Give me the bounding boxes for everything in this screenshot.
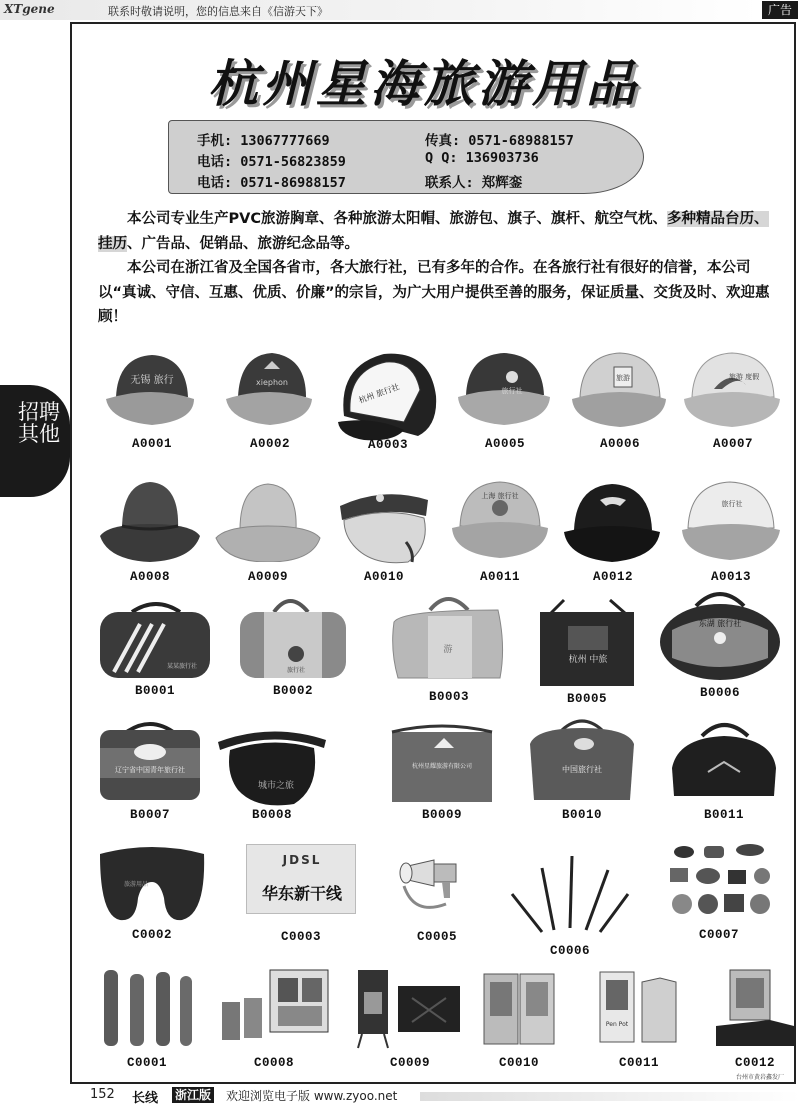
cap-image <box>220 349 320 431</box>
bag-print: 杭州星耀旅游有限公司 <box>411 763 473 770</box>
product-b0002 <box>234 592 352 702</box>
product-code: A0007 <box>712 437 753 451</box>
ad-frame <box>70 22 796 1084</box>
pens-image <box>508 850 632 936</box>
product-a0012 <box>560 476 666 588</box>
bag-print: 东湖 旅行社 <box>698 619 742 628</box>
product-b0009 <box>386 714 498 826</box>
contact-box <box>168 120 644 194</box>
product-code: C0007 <box>698 928 739 942</box>
product-code: B0009 <box>421 808 462 822</box>
section-tab-label: 招聘其他 <box>18 400 60 446</box>
cap-image <box>334 346 442 442</box>
neck-pillow-image <box>96 842 208 924</box>
intro-p2: 本公司在浙江省及全国各省市，各大旅行社，已有多年的合作。在各旅行社有很好的信誉，本公司以“真诚、守信、互惠、优质、价廉”的宗旨，为广大用户提供至善的服务，保证质量、交货及时、欢迎惠顾！ <box>98 260 770 325</box>
product-c0011 <box>596 968 682 1080</box>
edition-badge: 浙江版 <box>172 1087 214 1103</box>
cap-image <box>680 349 786 431</box>
bucket-hat-image <box>98 476 202 562</box>
product-code: A0013 <box>710 570 751 584</box>
sign-brand: JDSL <box>282 853 322 867</box>
contact-person: 联系人: 郑辉銮 <box>425 175 523 191</box>
footer-note: 欢迎浏览电子版 www.zyoo.net <box>226 1089 398 1103</box>
product-a0011 <box>446 476 554 588</box>
product-code: C0012 <box>734 1056 775 1070</box>
intro-p1-a: 本公司专业生产PVC旅游胸章、各种旅游太阳帽、旅游包、旗子、旗杆、航空气枕、 <box>127 211 667 227</box>
crystal-block-image <box>712 966 798 1048</box>
product-code: A0008 <box>129 570 170 584</box>
megaphone-image <box>394 846 480 926</box>
badges-image <box>664 842 774 918</box>
product-code: A0001 <box>131 437 172 451</box>
product-code: B0005 <box>566 692 607 706</box>
bag-image <box>234 592 352 684</box>
product-code: B0006 <box>699 686 740 700</box>
bag-image <box>386 714 498 808</box>
c0012-caption: 台州市黄岩鑫发厂 <box>735 1074 784 1081</box>
product-code: B0001 <box>134 684 175 698</box>
product-code: A0006 <box>599 437 640 451</box>
contact-qq: Q Q: 136903736 <box>425 150 539 166</box>
product-b0003 <box>388 586 510 708</box>
cap-image <box>566 349 674 431</box>
sign-name: 华东新干线 <box>261 884 342 903</box>
company-title: 杭州星海旅游用品 <box>208 54 640 113</box>
product-code: B0002 <box>272 684 313 698</box>
intro-text <box>98 207 778 330</box>
product-c0002 <box>96 842 208 952</box>
intro-p1-c: 、广告品、促销品、旅游纪念品等。 <box>127 235 359 252</box>
bucket-hat-image <box>214 476 322 562</box>
product-code: C0010 <box>498 1056 539 1070</box>
product-code: C0011 <box>618 1056 659 1070</box>
bag-print: 辽宁省中国青年旅行社 <box>115 766 185 774</box>
product-code: C0006 <box>549 944 590 958</box>
product-a0002 <box>220 349 320 459</box>
product-a0003 <box>334 346 442 459</box>
bag-print: 中国旅行社 <box>562 765 602 774</box>
product-code: A0011 <box>479 570 520 584</box>
desk-stand-image <box>354 968 466 1050</box>
visor-image <box>334 476 434 566</box>
waist-bag-image <box>216 718 328 808</box>
cap-print: 旅行社 <box>501 387 523 395</box>
cap-print: xiephon <box>256 378 288 387</box>
pen-holder-image <box>596 968 682 1048</box>
product-b0010 <box>526 714 638 826</box>
cap-image <box>446 476 554 562</box>
product-code: B0007 <box>129 808 170 822</box>
product-code: C0001 <box>126 1056 167 1070</box>
product-code: C0008 <box>253 1056 294 1070</box>
bag-print: 城市之旅 <box>257 781 295 791</box>
product-a0006 <box>566 349 674 459</box>
product-code: B0008 <box>251 808 292 822</box>
bag-print: 某某旅行社 <box>166 663 198 670</box>
product-code: B0003 <box>428 690 469 704</box>
bag-image <box>668 714 780 808</box>
contact-phone-2: 电话: 0571-86988157 <box>197 175 346 191</box>
bag-print: 旅行社 <box>286 667 306 674</box>
cap-print: 旅游 度假 <box>728 373 760 381</box>
bag-image <box>96 598 214 684</box>
product-code: A0010 <box>363 570 404 584</box>
flagpoles-image <box>100 968 194 1048</box>
cap-image <box>102 349 202 431</box>
cap-print: 无锡 旅行 <box>130 375 174 386</box>
product-a0009 <box>214 476 322 588</box>
header-notice: 联系时敬请说明，您的信息来自《信游天下》 <box>108 5 328 18</box>
product-b0005 <box>534 596 640 708</box>
product-code: A0003 <box>367 438 408 452</box>
pen-pot-label: Pen Pot <box>605 1021 629 1028</box>
company-sign-image <box>246 844 356 914</box>
cap-image <box>452 349 558 431</box>
product-c0010 <box>482 968 556 1080</box>
product-c0005 <box>394 846 480 952</box>
calendar-image <box>482 968 556 1050</box>
cap-print: 旅游 <box>616 374 630 382</box>
bag-image <box>388 586 510 686</box>
product-b0001 <box>96 598 214 702</box>
product-c0007 <box>664 842 774 960</box>
product-c0012 <box>712 966 798 1080</box>
product-a0008 <box>98 476 202 588</box>
product-code: A0009 <box>247 570 288 584</box>
section-tab <box>0 385 70 497</box>
gift-set-image <box>218 968 330 1048</box>
product-code: B0010 <box>561 808 602 822</box>
contact-phone-1: 电话: 0571-56823859 <box>197 154 346 170</box>
page-footer <box>0 1086 800 1105</box>
product-c0006 <box>508 850 632 960</box>
top-bar <box>0 0 800 20</box>
product-a0013 <box>676 476 786 588</box>
cap-print: 上海 旅行社 <box>481 492 519 500</box>
cap-image <box>560 476 666 562</box>
product-b0006 <box>658 586 782 708</box>
product-a0001 <box>102 349 202 459</box>
product-code: B0011 <box>703 808 744 822</box>
product-code: A0005 <box>484 437 525 451</box>
contact-fax: 传真: 0571-68988157 <box>425 133 574 149</box>
product-code: C0002 <box>131 928 172 942</box>
intro-p1-highlight: 多种精品台历、挂历 <box>98 211 769 252</box>
product-code: C0003 <box>280 930 321 944</box>
product-c0001 <box>100 968 194 1080</box>
product-code: A0002 <box>249 437 290 451</box>
page-number: 152 <box>90 1087 115 1102</box>
product-a0005 <box>452 349 558 459</box>
bag-print: 杭州 中旅 <box>568 655 608 665</box>
product-code: C0005 <box>416 930 457 944</box>
product-code: A0012 <box>592 570 633 584</box>
product-b0007 <box>94 718 206 826</box>
svg-text:游: 游 <box>443 645 453 655</box>
bag-image <box>534 596 640 692</box>
bag-image <box>526 714 638 808</box>
product-code: C0009 <box>389 1056 430 1070</box>
product-b0008 <box>216 718 328 826</box>
cap-image <box>676 476 786 562</box>
product-c0003 <box>246 844 356 952</box>
product-c0008 <box>218 968 330 1080</box>
svg-text:旅游用品: 旅游用品 <box>124 881 149 888</box>
publication-logo: XTgene <box>4 2 55 16</box>
cap-print: 杭州 旅行社 <box>357 382 401 406</box>
product-a0007 <box>680 349 786 459</box>
product-c0009 <box>354 968 466 1080</box>
contact-mobile: 手机: 13067777669 <box>197 133 330 149</box>
product-a0010 <box>334 476 434 588</box>
bag-image <box>94 718 206 806</box>
cap-print: 旅行社 <box>721 500 743 508</box>
product-b0011 <box>668 714 780 826</box>
bag-image <box>658 586 782 682</box>
footer-strip <box>420 1092 800 1101</box>
ad-label: 广告 <box>762 1 798 19</box>
footer-brand: 长线 <box>132 1091 159 1105</box>
